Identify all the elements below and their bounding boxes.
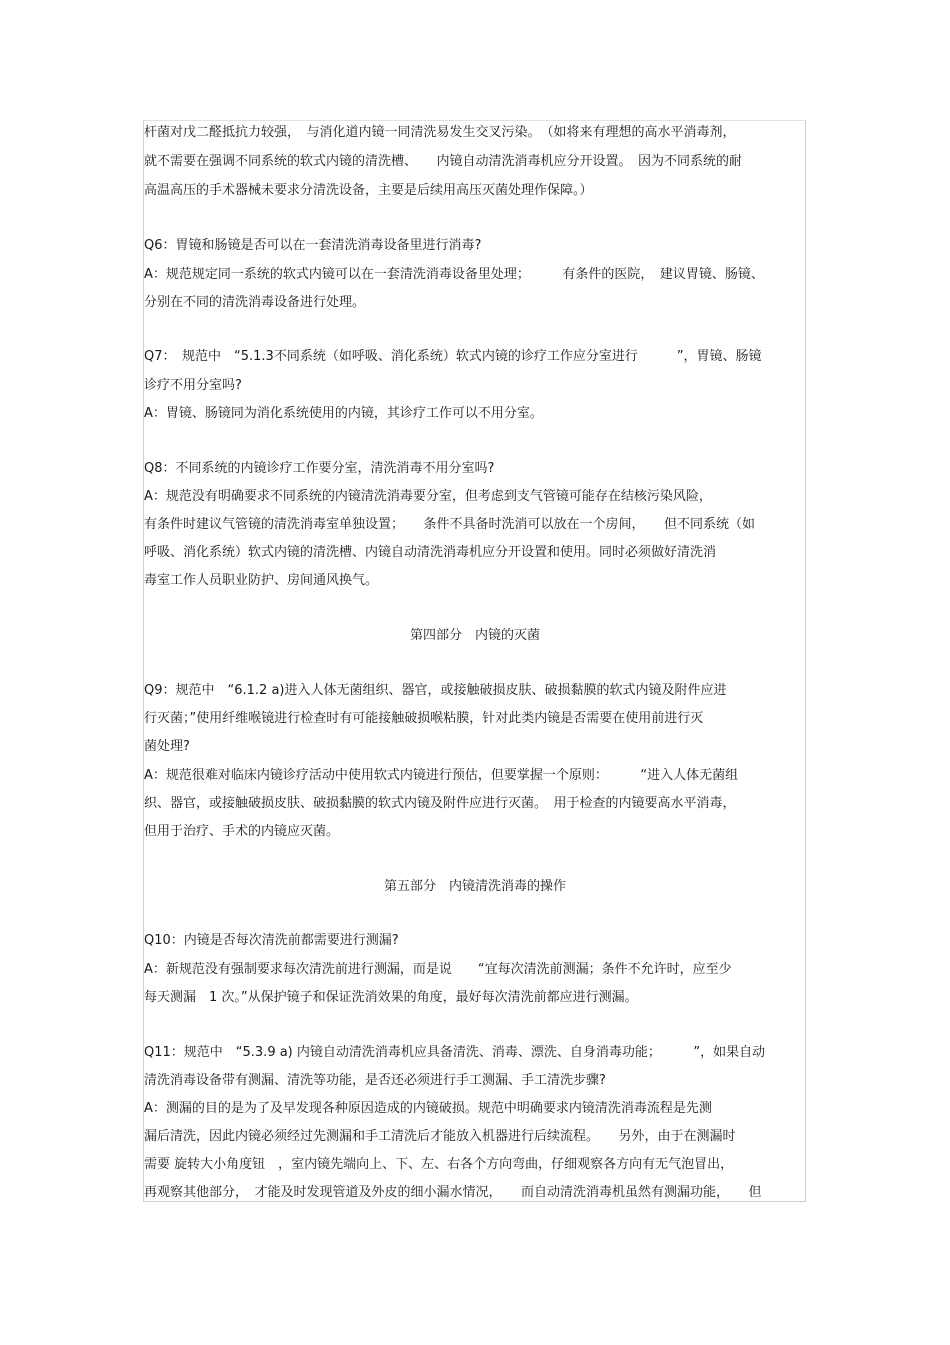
text-line: 就不需要在强调不同系统的软式内镜的清洗槽、 内镜自动清洗消毒机应分开设置。 因为不同系统的耐 xyxy=(144,154,743,169)
text-line: A：测漏的目的是为了及早发现各种原因造成的内镜破损。规范中明确要求内镜清洗消毒流程是先测 xyxy=(144,1101,712,1116)
text-line: 需要 旋转大小角度钮 ，室内镜先端向上、下、左、右各个方向弯曲，仔细观察各方向有无气泡冒出， xyxy=(144,1157,734,1172)
text-line: A：规范很难对临床内镜诊疗活动中使用软式内镜进行预估，但要掌握一个原则： “进入人体无菌组 xyxy=(144,768,739,783)
text-line: Q9：规范中 “6.1.2 a)进入人体无菌组织、器官，或接触破损皮肤、破损黏膜的软式内镜及附件应进 xyxy=(144,683,727,698)
text-line: 有条件时建议气管镜的清洗消毒室单独设置； 条件不具备时洗消可以放在一个房间， 但不同系统（如 xyxy=(144,517,756,532)
text-line: 呼吸、消化系统）软式内镜的清洗槽、内镜自动清洗消毒机应分开设置和使用。同时必须做好清洗消 xyxy=(144,545,717,560)
text-line: Q8：不同系统的内镜诊疗工作要分室，清洗消毒不用分室吗? xyxy=(144,461,495,476)
text-line: 杆菌对戊二醛抵抗力较强， 与消化道内镜一同清洗易发生交叉污染。 （如将来有理想的高水平消毒剂， xyxy=(144,125,736,140)
text-line: Q6：胃镜和肠镜是否可以在一套清洗消毒设备里进行消毒? xyxy=(144,238,482,253)
text-line: 织、器官，或接触破损皮肤、破损黏膜的软式内镜及附件应进行灭菌。 用于检查的内镜要高水平消毒， xyxy=(144,796,736,811)
text-line: A：胃镜、肠镜同为消化系统使用的内镜，其诊疗工作可以不用分室。 xyxy=(144,406,543,421)
text-line: 毒室工作人员职业防护、房间通风换气。 xyxy=(144,573,379,588)
text-line: A：规范规定同一系统的软式内镜可以在一套清洗消毒设备里处理； 有条件的医院， 建议胃镜、肠镜、 xyxy=(144,267,764,282)
text-line: A：规范没有明确要求不同系统的内镜清洗消毒要分室，但考虑到支气管镜可能存在结核污染风险， xyxy=(144,489,712,504)
text-line: 漏后清洗，因此内镜必须经过先测漏和手工清洗后才能放入机器进行后续流程。 另外，由于在测漏时 xyxy=(144,1129,736,1144)
section-heading: 第四部分 内镜的灭菌 xyxy=(409,628,540,643)
text-line: 每天测漏 1 次。”从保护镜子和保证洗消效果的角度，最好每次清洗前都应进行测漏。 xyxy=(144,990,638,1005)
text-line: Q7： 规范中 “5.1.3不同系统（如呼吸、消化系统）软式内镜的诊疗工作应分室进行 ”，胃镜、肠镜 xyxy=(144,349,762,364)
text-line: 诊疗不用分室吗? xyxy=(144,378,242,393)
text-line: 行灭菌；”使用纤维喉镜进行检查时有可能接触破损喉粘膜，针对此类内镜是否需要在使用前进行灭 xyxy=(144,711,704,726)
text-line: A：新规范没有强制要求每次清洗前进行测漏，而是说 “宜每次清洗前测漏；条件不允许时，应至少 xyxy=(144,962,732,977)
text-line: 菌处理? xyxy=(144,739,190,754)
text-line: 分别在不同的清洗消毒设备进行处理。 xyxy=(144,295,366,310)
text-line: 但用于治疗、手术的内镜应灭菌。 xyxy=(144,824,340,839)
text-line: Q10：内镜是否每次清洗前都需要进行测漏? xyxy=(144,933,399,948)
text-line: 高温高压的手术器械未要求分清洗设备，主要是后续用高压灭菌处理作保障。） xyxy=(144,183,593,198)
text-line: Q11：规范中 “5.3.9 a) 内镜自动清洗消毒机应具备清洗、消毒、漂洗、自身消毒功能； ”，如果自动 xyxy=(144,1045,766,1060)
text-line: 再观察其他部分， 才能及时发现管道及外皮的细小漏水情况， 而自动清洗消毒机虽然有测漏功能， 但 xyxy=(144,1185,762,1200)
text-line: 清洗消毒设备带有测漏、清洗等功能，是否还必须进行手工测漏、手工清洗步骤? xyxy=(144,1073,606,1088)
section-heading: 第五部分 内镜清洗消毒的操作 xyxy=(383,879,566,894)
